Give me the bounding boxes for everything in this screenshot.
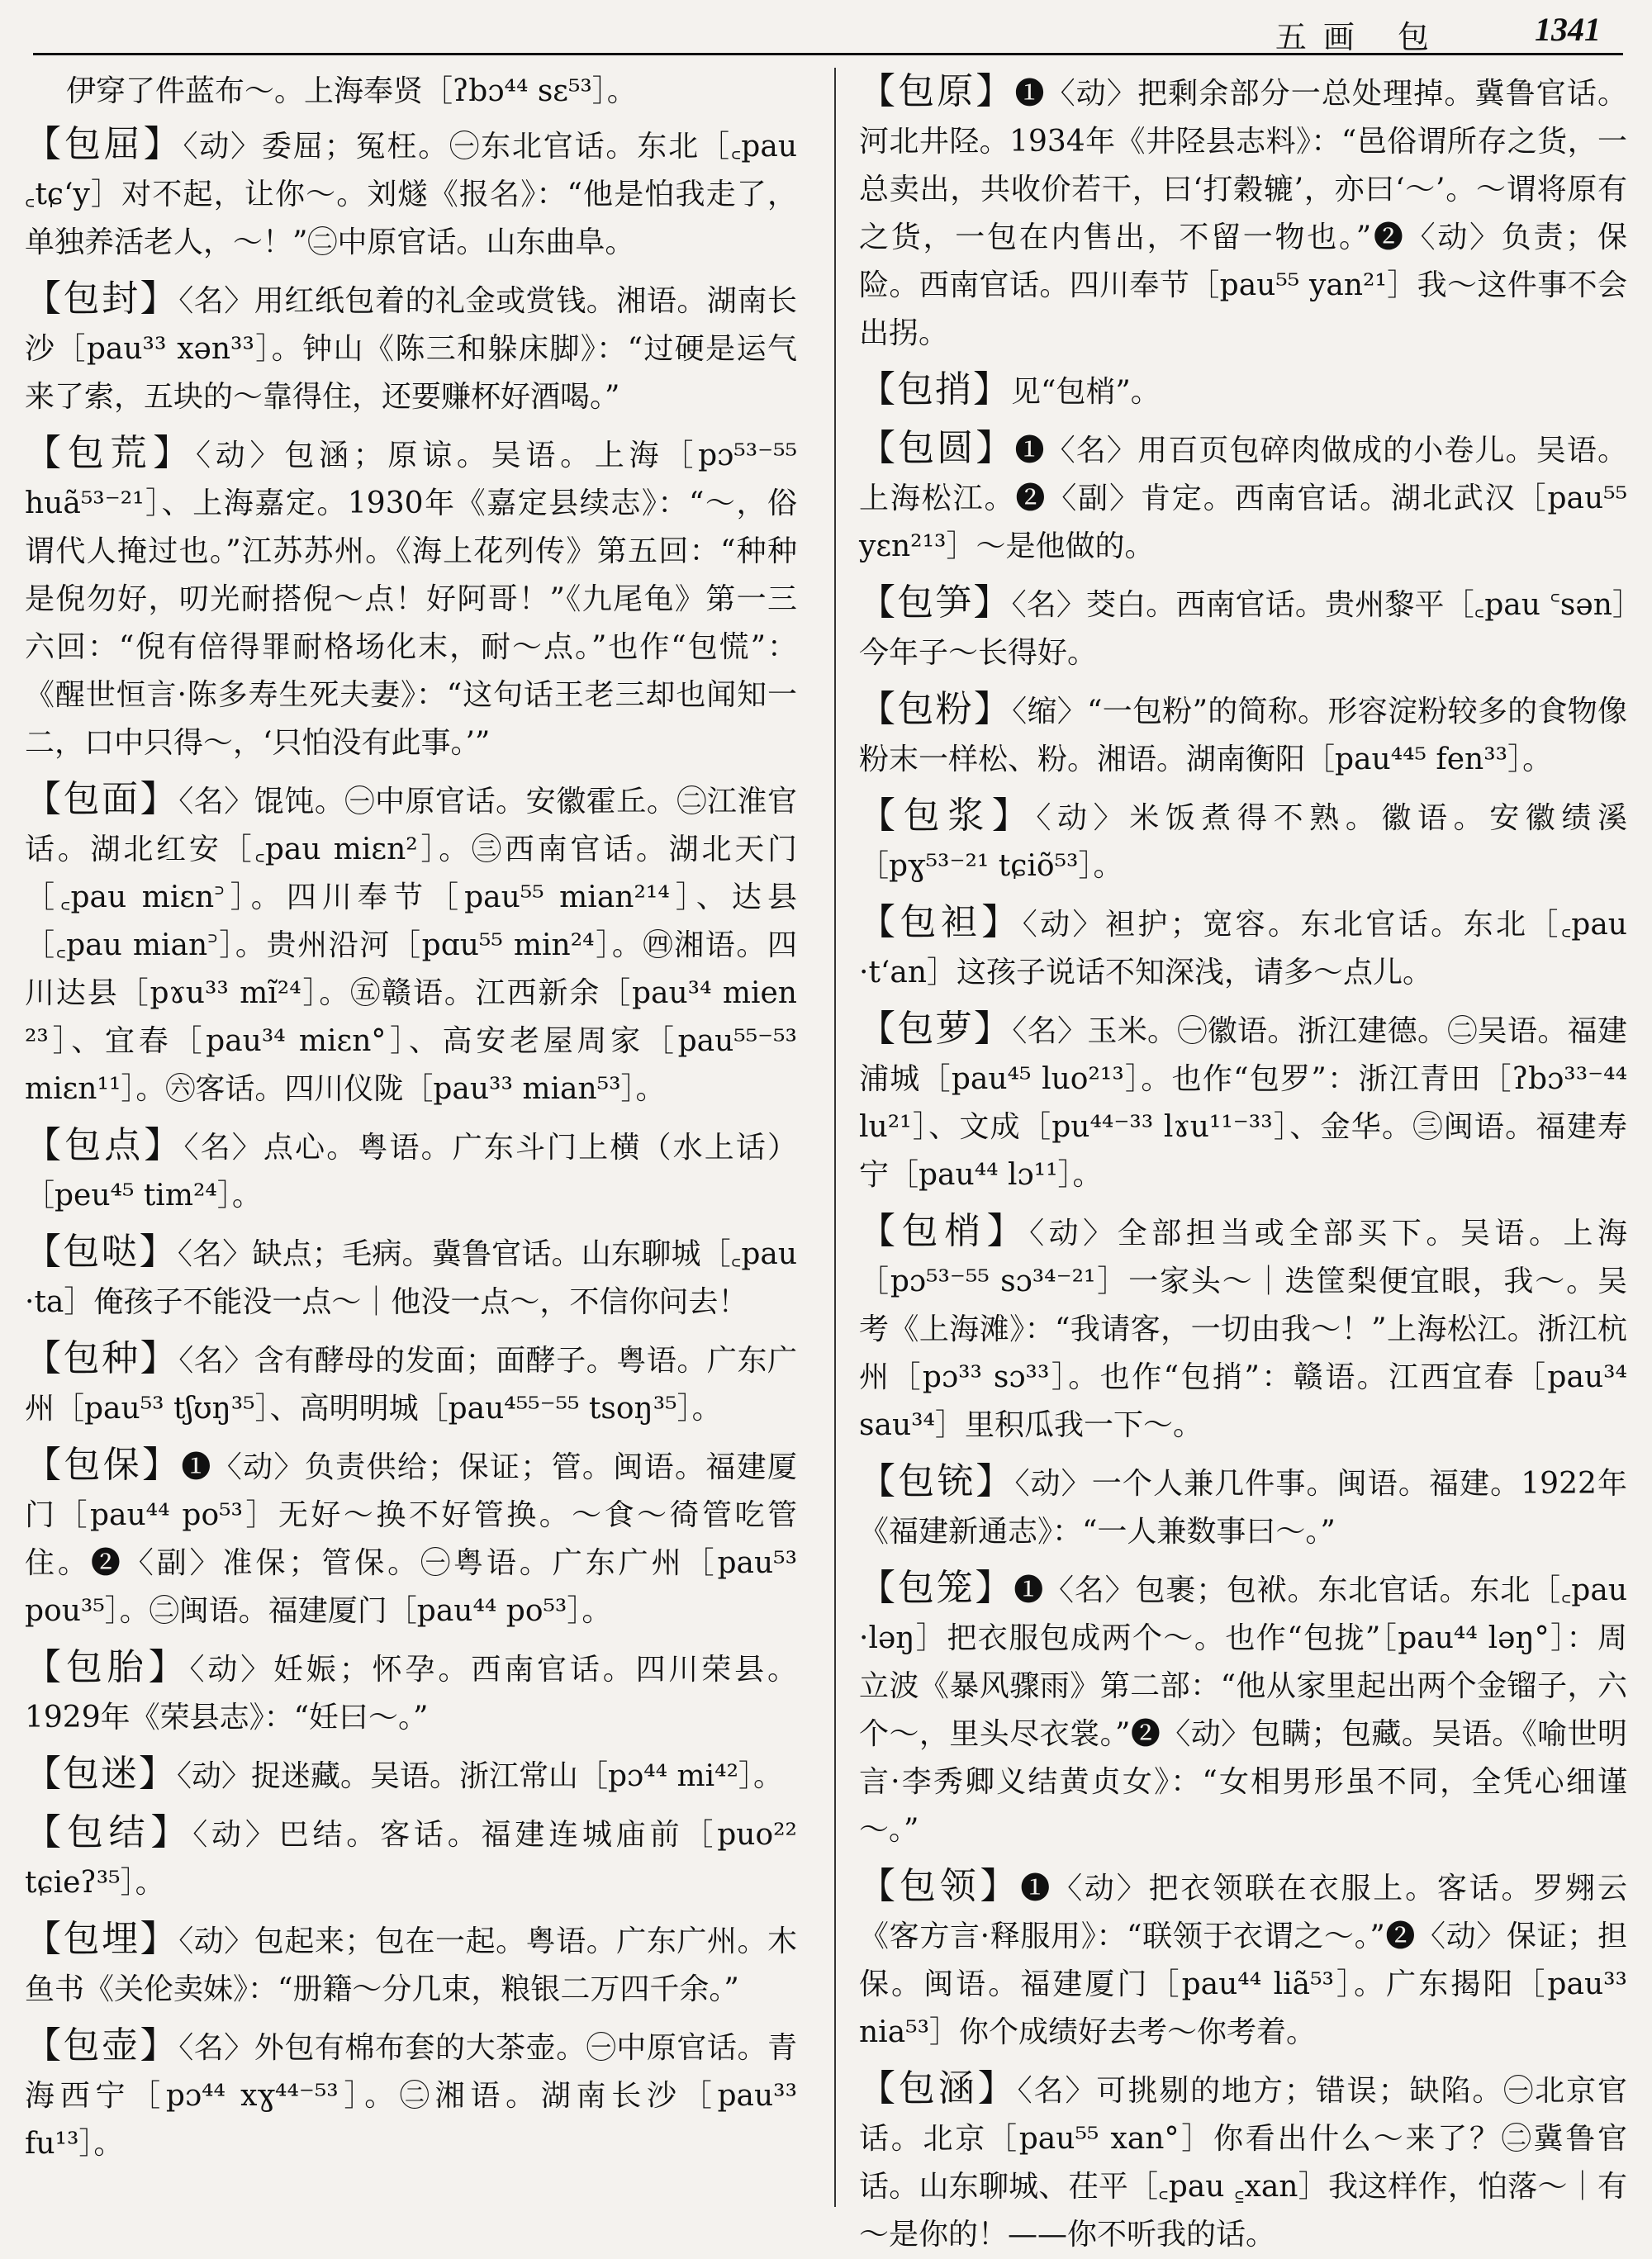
headword-bracket-close: 】 <box>981 901 1023 943</box>
headword-text: 包胎 <box>65 1646 149 1688</box>
headword-text: 包捎 <box>897 368 973 411</box>
entry-definition: 〈名〉用红纸包着的礼金或赏钱。湘语。湖南长沙［pau³³ xən³³］。钟山《陈三和躲床脚》：“过硬是运气来了索，五块的～靠得住，还要赚杯好酒喝。” <box>25 284 798 414</box>
entry-headword <box>25 1646 189 1688</box>
entry-headword <box>25 123 183 165</box>
headword-bracket-close: 】 <box>150 1811 193 1853</box>
headword-bracket-open: 【 <box>859 368 897 411</box>
entry-headword <box>25 778 178 820</box>
headword-text: 包结 <box>66 1811 151 1853</box>
headword-text: 包迷 <box>63 1753 139 1795</box>
dictionary-entry <box>859 899 1627 997</box>
headword-text: 包笼 <box>897 1567 976 1609</box>
right-column <box>859 68 1628 2252</box>
entry-definition: 〈名〉茭白。西南官话。贵州黎平［꜀pau ꜂sən］今年子～长得好。 <box>859 588 1628 670</box>
dictionary-entry <box>25 1335 797 1433</box>
headword-bracket-open: 【 <box>25 432 68 474</box>
dictionary-entry <box>859 1458 1627 1556</box>
entry-headword <box>25 432 196 474</box>
headword-bracket-close: 】 <box>973 688 1013 730</box>
headword-bracket-close: 】 <box>140 1918 179 1960</box>
entry-definition: ❶〈动〉把衣领联在衣服上。客话。罗翙云《客方言·释服用》：“联领于衣谓之～。”❷〈动〉保证；担保。闽语。福建厦门［pau⁴⁴ liã⁵³］。广东揭阳［pau³³ nia⁵³］你个成绩好去考～你考着。 <box>859 1872 1628 2049</box>
entry-definition: ❶〈动〉负责供给；保证；管。闽语。福建厦门［pau⁴⁴ po⁵³］无好～换不好管换。～食～徛管吃管住。❷〈副〉准保；管保。㊀粤语。广东广州［pau⁵³ pou³⁵］。㊁闽语。福建厦门［pau⁴⁴ po⁵³］。 <box>25 1450 798 1628</box>
entry-definition: 〈动〉米饭煮得不熟。徽语。安徽绩溪［pɣ⁵³⁻²¹ tɕiõ⁵³］。 <box>859 801 1628 883</box>
headword-bracket-close: 】 <box>148 1646 190 1688</box>
headword-text: 包点 <box>64 1124 145 1166</box>
headword-text: 包哒 <box>63 1231 140 1273</box>
headword-text: 包圆 <box>898 427 976 469</box>
headword-bracket-open: 【 <box>25 1811 67 1853</box>
headword-text: 包壶 <box>63 2024 140 2067</box>
headword-bracket-open: 【 <box>859 581 898 624</box>
headword-bracket-close: 】 <box>142 1444 182 1486</box>
headword-bracket-close: 】 <box>973 368 1011 411</box>
headword-bracket-open: 【 <box>859 1567 898 1609</box>
entry-definition: 见“包梢”。 <box>1011 375 1161 409</box>
entry-headword <box>25 1124 184 1166</box>
headword-bracket-close: 】 <box>976 1460 1015 1502</box>
entry-headword <box>859 1865 1020 1907</box>
entry-headword <box>25 1753 177 1795</box>
headword-bracket-open: 【 <box>859 2067 899 2110</box>
headword-bracket-close: 】 <box>974 1008 1013 1050</box>
dictionary-entry <box>859 686 1627 784</box>
entry-definition: 〈动〉包涵；原谅。吴语。上海［pɔ⁵³⁻⁵⁵ huã⁵³⁻²¹］、上海嘉定。1930年《嘉定县续志》：“～，俗谓代人掩过也。”江苏苏州。《海上花列传》第五回：“种种是倪勿好，叨光耐搭倪～点！好阿哥！”《九尾龟》第一三六回：“倪有倍得罪耐格场化末，耐～点。”也作“包慌”：《醒世恒言·陈多寿生死夫妻》：“这句话王老三却也闻知一二，口中只得～，‘只怕没有此事。’” <box>25 439 798 760</box>
dictionary-entry <box>859 425 1627 571</box>
headword-text: 包荒 <box>67 432 154 474</box>
headword-bracket-open: 【 <box>25 1444 64 1486</box>
headword-bracket-close: 】 <box>140 1337 179 1379</box>
dictionary-entry <box>25 2022 797 2168</box>
headword-bracket-close: 】 <box>144 1124 184 1166</box>
headword-text: 包袒 <box>900 901 982 943</box>
headword-bracket-close: 】 <box>986 1210 1030 1252</box>
headword-text: 包原 <box>898 70 976 112</box>
headword-bracket-open: 【 <box>25 1918 64 1960</box>
entry-headword <box>25 278 178 320</box>
headword-bracket-open: 【 <box>859 688 898 730</box>
headword-bracket-open: 【 <box>859 901 900 943</box>
entry-definition: 〈动〉一个人兼几件事。闽语。福建。1922年《福建新通志》：“一人兼数事曰～。” <box>859 1467 1627 1549</box>
page-header <box>0 0 1652 58</box>
dictionary-entry <box>25 776 797 1113</box>
headword-bracket-close: 】 <box>139 1231 178 1273</box>
entry-headword <box>859 688 1012 730</box>
dictionary-entry <box>25 1228 797 1326</box>
entry-definition: 〈名〉馄饨。㊀中原官话。安徽霍丘。㊁江淮官话。湖北红安［꜀pau miɛn²］。㊂西南官话。湖北天门［꜀pau miɛn꜄］。四川奉节［pau⁵⁵ mian²¹⁴］、达县［꜀pau mian꜄］。贵州沿河［pɑu⁵⁵ min²⁴］。㊃湘语。四川达县［pɤu³³ mĩ²⁴］。㊄赣语。江西新余［pau³⁴ mien ²³］、宜春［pau³⁴ miɛn°］、高安老屋周家［pau⁵⁵⁻⁵³ miɛn¹¹］。㊅客话。四川仪陇［pau³³ mian⁵³］。 <box>25 785 798 1106</box>
dictionary-entry <box>25 1441 797 1635</box>
dictionary-entry <box>859 68 1627 358</box>
headword-text: 包浆 <box>903 795 992 837</box>
headword-text: 包笋 <box>897 581 974 624</box>
entry-definition: 〈动〉妊娠；怀孕。西南官话。四川荣县。1929年《荣县志》：“妊曰～。” <box>25 1653 798 1735</box>
entry-headword <box>859 1567 1014 1609</box>
entry-headword <box>25 1444 181 1486</box>
entry-headword <box>25 1918 178 1960</box>
headword-bracket-close: 】 <box>991 795 1037 837</box>
headword-bracket-open: 【 <box>859 70 899 112</box>
dictionary-entry <box>859 579 1627 677</box>
headword-bracket-open: 【 <box>25 123 64 165</box>
entry-headword <box>859 1460 1014 1502</box>
entry-definition: 〈名〉玉米。㊀徽语。浙江建德。㊁吴语。福建浦城［pau⁴⁵ luo²¹³］。也作“包罗”：浙江青田［ʔbɔ³³⁻⁴⁴ lu²¹］、文成［pu⁴⁴⁻³³ lɤu¹¹⁻³³］、金华。㊂闽语。福建寿宁［pau⁴⁴ lɔ¹¹］。 <box>859 1014 1628 1192</box>
entry-definition: 〈动〉包起来；包在一起。粤语。广东广州。木鱼书《关伦卖妹》：“册籍～分几束，粮银二万四千余。” <box>25 1924 798 2006</box>
dictionary-entry <box>25 1644 797 1742</box>
entry-definition: 〈动〉巴结。客话。福建连城庙前［puo²² tɕieʔ³⁵］。 <box>25 1818 797 1900</box>
headword-bracket-close: 】 <box>140 278 179 320</box>
entry-definition: 〈名〉缺点；毛病。冀鲁官话。山东聊城［꜀pau ·ta］俺孩子不能没一点～｜他没一点～，不信你问去！ <box>25 1237 798 1319</box>
entry-headword <box>859 70 1015 112</box>
headword-bracket-close: 】 <box>976 70 1015 112</box>
dictionary-entry <box>859 1564 1627 1854</box>
headword-text: 包铳 <box>898 1460 976 1502</box>
header-rule <box>33 53 1623 55</box>
headword-bracket-open: 【 <box>859 427 899 469</box>
headword-text: 包种 <box>63 1337 140 1379</box>
entry-headword <box>859 795 1036 837</box>
headword-bracket-close: 】 <box>140 778 179 820</box>
headword-bracket-close: 】 <box>973 581 1012 624</box>
entry-headword <box>859 901 1023 943</box>
dictionary-entry <box>25 1750 797 1801</box>
entry-headword <box>25 1811 192 1853</box>
headword-text: 包面 <box>63 778 140 820</box>
entry-headword <box>859 581 1012 624</box>
entry-definition: 〈名〉可挑剔的地方；错误；缺陷。㊀北京官话。北京［pau⁵⁵ xan°］你看出什么～来了？㊁冀鲁官话。山东聊城、茌平［꜀pau ꜁xan］我这样作，怕落～｜有～是你的！——你不听我的话。 <box>859 2074 1628 2252</box>
headword-text: 包梢 <box>901 1210 987 1252</box>
headword-bracket-open: 【 <box>25 778 64 820</box>
dictionary-entry <box>25 1122 797 1220</box>
headword-bracket-close: 】 <box>976 427 1015 469</box>
headword-text: 包萝 <box>897 1008 975 1050</box>
headword-bracket-open: 【 <box>859 1460 899 1502</box>
entry-definition: 〈动〉捉迷藏。吴语。浙江常山［pɔ⁴⁴ mi⁴²］。 <box>177 1759 784 1793</box>
dictionary-entry <box>859 366 1627 416</box>
headword-bracket-close: 】 <box>153 432 196 474</box>
dictionary-entry <box>25 1915 797 2014</box>
headword-text: 包埋 <box>63 1918 140 1960</box>
entry-headword <box>25 2024 178 2067</box>
headword-text: 包保 <box>64 1444 143 1486</box>
headword-bracket-close: 】 <box>143 123 183 165</box>
entry-definition: 〈名〉外包有棉布套的大茶壶。㊀中原官话。青海西宁［pɔ⁴⁴ xɣ⁴⁴⁻⁵³］。㊁湘语。湖南长沙［pau³³ fu¹³］。 <box>25 2031 798 2161</box>
entry-definition: ❶〈动〉把剩余部分一总处理掉。冀鲁官话。河北井陉。1934年《井陉县志料》：“邑俗谓所存之货，一总卖出，共收价若干，曰‘打穀辘’，亦曰‘～’。～谓将原有之货，一包在内售出，不留一物也。”❷〈动〉负责；保险。西南官话。四川奉节［pau⁵⁵ yan²¹］我～这件事不会出拐。 <box>859 77 1628 350</box>
dictionary-entry <box>859 1208 1627 1450</box>
entry-headword <box>859 1008 1012 1050</box>
entry-definition: ❶〈名〉用百页包碎肉做成的小卷儿。吴语。上海松江。❷〈副〉肯定。西南官话。湖北武汉［pau⁵⁵ yɛn²¹³］～是他做的。 <box>859 434 1628 563</box>
dictionary-entry <box>859 1005 1627 1199</box>
headword-bracket-open: 【 <box>25 1231 64 1273</box>
headword-text: 包封 <box>63 278 140 320</box>
entry-definition: 〈名〉点心。粤语。广东斗门上横（水上话）［peu⁴⁵ tim²⁴］。 <box>25 1131 798 1213</box>
headword-text: 包屈 <box>64 123 144 165</box>
section-label: 五画 包 <box>1275 19 1446 55</box>
headword-bracket-close: 】 <box>975 1567 1014 1609</box>
entry-definition: 〈名〉含有酵母的发面；面酵子。粤语。广东广州［pau⁵³ tʃʊŋ³⁵］、高明明城［pau⁴⁵⁵⁻⁵⁵ tsoŋ³⁵］。 <box>25 1344 798 1426</box>
entry-headword <box>859 368 1011 411</box>
headword-text: 包领 <box>899 1865 980 1907</box>
headword-bracket-open: 【 <box>25 1124 65 1166</box>
headword-bracket-close: 】 <box>139 1753 177 1795</box>
entry-definition: 〈动〉委屈；冤枉。㊀东北官话。东北［꜀pau ꜀tɕʻy］对不起，让你～。刘燧《报名》：“他是怕我走了，单独养活老人，～！”㊁中原官话。山东曲阜。 <box>25 130 798 259</box>
dictionary-entry <box>25 1809 797 1907</box>
headword-bracket-open: 【 <box>859 1210 902 1252</box>
headword-bracket-open: 【 <box>25 1337 64 1379</box>
entry-headword <box>859 2067 1018 2110</box>
entry-definition: 〈动〉全部担当或全部买下。吴语。上海［pɔ⁵³⁻⁵⁵ sɔ³⁴⁻²¹］一家头～｜迭筐梨便宜眼，我～。吴考《上海滩》：“我请客，一切由我～！”上海松江。浙江杭州［pɔ³³ sɔ³³］。也作“包捎”：赣语。江西宜春［pau³⁴ sau³⁴］里积瓜我一下～。 <box>859 1217 1628 1442</box>
headword-bracket-open: 【 <box>859 795 904 837</box>
headword-text: 包涵 <box>898 2067 978 2110</box>
entry-headword <box>25 1231 178 1273</box>
headword-bracket-open: 【 <box>859 1865 900 1907</box>
dictionary-entry <box>859 1863 1627 2057</box>
dictionary-entry <box>25 429 797 767</box>
entry-headword <box>25 1337 178 1379</box>
headword-bracket-open: 【 <box>25 278 64 320</box>
headword-text: 包粉 <box>897 688 974 730</box>
headword-bracket-close: 】 <box>980 1865 1021 1907</box>
dictionary-entry <box>25 121 797 267</box>
headword-bracket-open: 【 <box>25 2024 64 2067</box>
headword-bracket-open: 【 <box>859 1008 898 1050</box>
entry-headword <box>859 1210 1029 1252</box>
continuation-text: 伊穿了件蓝布～。上海奉贤［ʔbɔ⁴⁴ sɛ⁵³］。 <box>66 74 637 108</box>
headword-bracket-open: 【 <box>25 1646 66 1688</box>
dictionary-entry <box>859 792 1627 890</box>
headword-bracket-close: 】 <box>140 2024 179 2067</box>
column-divider <box>834 68 836 2207</box>
dictionary-entry <box>25 275 797 421</box>
left-column <box>25 68 797 2215</box>
entry-definition: ❶〈名〉包裹；包袱。东北官话。东北［꜀pau ·ləŋ］把衣服包成两个～。也作“包拢”［pau⁴⁴ ləŋ°］：周立波《暴风骤雨》第二部：“他从家里起出两个金镏子，六个～，里头尽衣裳。”❷〈动〉包瞒；包藏。吴语。《喻世明言·李秀卿义结黄贞女》：“女相男形虽不同，全凭心细谨～。” <box>859 1573 1627 1847</box>
entry-definition: 〈动〉袒护；宽容。东北官话。东北［꜀pau ·tʻan］这孩子说话不知深浅，请多～点儿。 <box>859 908 1627 989</box>
headword-bracket-open: 【 <box>25 1753 63 1795</box>
entry-headword <box>859 427 1015 469</box>
page-number: 1341 <box>1535 11 1601 48</box>
entry-definition: 〈缩〉“一包粉”的简称。形容淀粉较多的食物像粉末一样松、粉。湘语。湖南衡阳［pau⁴⁴⁵ fen³³］。 <box>859 695 1628 776</box>
headword-bracket-close: 】 <box>977 2067 1018 2110</box>
